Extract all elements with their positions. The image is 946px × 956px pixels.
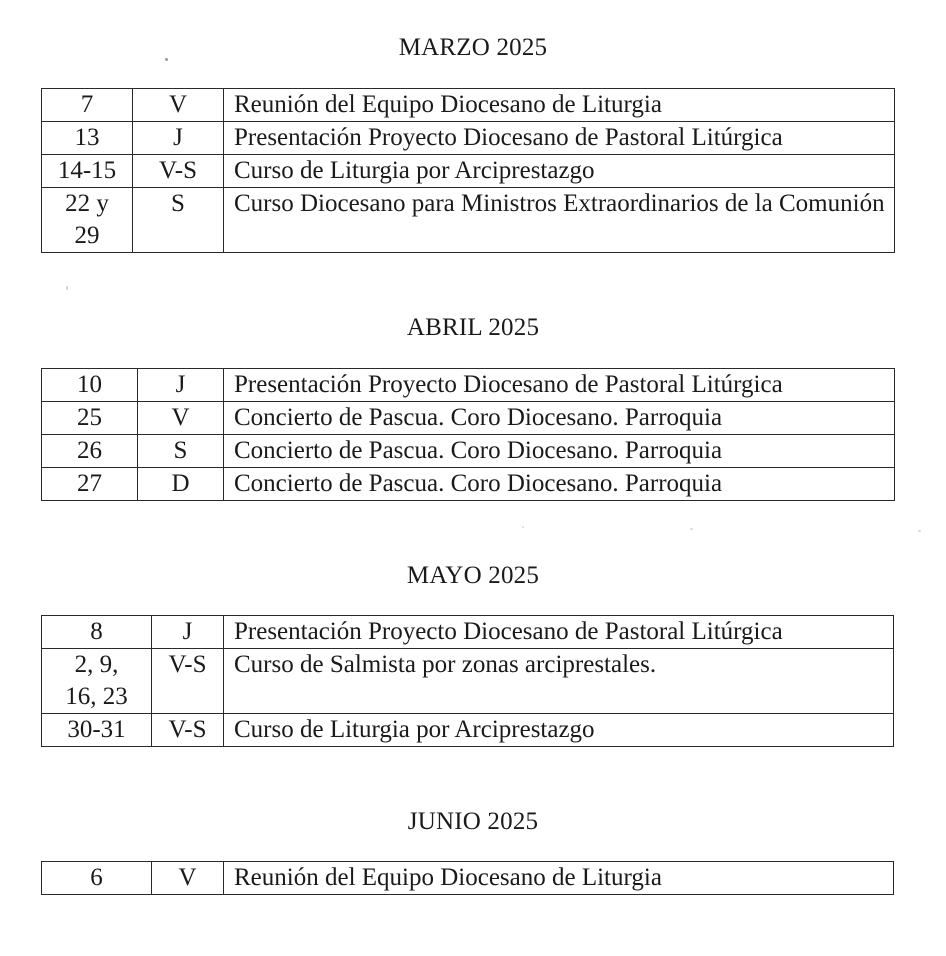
month-heading-junio: JUNIO 2025 — [407, 808, 539, 835]
event-cell: Presentación Proyecto Diocesano de Pastoral Litúrgica — [224, 616, 894, 649]
event-cell: Presentación Proyecto Diocesano de Pastoral Litúrgica — [224, 122, 895, 155]
weekday-cell: J — [138, 369, 224, 402]
table-row — [42, 188, 895, 253]
month-heading-abril: ABRIL 2025 — [406, 314, 540, 341]
date-cell: 7 — [42, 89, 133, 122]
date-cell: 30-31 — [42, 714, 152, 747]
scan-speck — [165, 58, 168, 61]
calendar-table-marzo — [41, 88, 895, 253]
date-cell: 6 — [42, 862, 152, 895]
scan-speck — [918, 530, 921, 532]
table-row — [42, 122, 895, 155]
event-cell: Curso de Salmista por zonas arciprestales. — [224, 649, 894, 714]
date-cell: 14-15 — [42, 155, 133, 188]
month-heading-mayo: MAYO 2025 — [406, 562, 540, 589]
calendar-table-mayo — [41, 615, 894, 747]
table-row — [42, 402, 895, 435]
date-cell: 10 — [42, 369, 138, 402]
table-row — [42, 714, 894, 747]
table-row — [42, 369, 895, 402]
event-cell: Concierto de Pascua. Coro Diocesano. Parroquia — [224, 435, 895, 468]
date-cell: 13 — [42, 122, 133, 155]
weekday-cell: V — [138, 402, 224, 435]
table-row — [42, 649, 894, 714]
table-row — [42, 155, 895, 188]
scan-speck — [522, 526, 524, 528]
weekday-cell: V-S — [152, 649, 224, 714]
table-row — [42, 862, 894, 895]
calendar-table-junio — [41, 861, 894, 895]
weekday-cell: V-S — [152, 714, 224, 747]
event-cell: Concierto de Pascua. Coro Diocesano. Parroquia — [224, 468, 895, 501]
calendar-table-abril — [41, 368, 895, 501]
date-cell: 26 — [42, 435, 138, 468]
event-cell: Curso de Liturgia por Arciprestazgo — [224, 155, 895, 188]
weekday-cell: D — [138, 468, 224, 501]
table-row — [42, 468, 895, 501]
date-cell: 2, 9, 16, 23 — [42, 649, 152, 714]
weekday-cell: S — [133, 188, 224, 253]
table-row — [42, 435, 895, 468]
table-row — [42, 89, 895, 122]
date-cell: 27 — [42, 468, 138, 501]
date-cell: 25 — [42, 402, 138, 435]
weekday-cell: S — [138, 435, 224, 468]
weekday-cell: V-S — [133, 155, 224, 188]
weekday-cell: V — [133, 89, 224, 122]
weekday-cell: J — [152, 616, 224, 649]
event-cell: Presentación Proyecto Diocesano de Pastoral Litúrgica — [224, 369, 895, 402]
month-heading-marzo: MARZO 2025 — [398, 34, 548, 61]
event-cell: Concierto de Pascua. Coro Diocesano. Parroquia — [224, 402, 895, 435]
weekday-cell: J — [133, 122, 224, 155]
table-row — [42, 616, 894, 649]
date-cell: 8 — [42, 616, 152, 649]
scan-speck — [690, 528, 693, 530]
event-cell: Reunión del Equipo Diocesano de Liturgia — [224, 862, 894, 895]
scan-speck — [66, 286, 68, 290]
date-cell: 22 y 29 — [42, 188, 133, 253]
event-cell: Curso de Liturgia por Arciprestazgo — [224, 714, 894, 747]
event-cell: Curso Diocesano para Ministros Extraordinarios de la Comunión — [224, 188, 895, 253]
event-cell: Reunión del Equipo Diocesano de Liturgia — [224, 89, 895, 122]
weekday-cell: V — [152, 862, 224, 895]
